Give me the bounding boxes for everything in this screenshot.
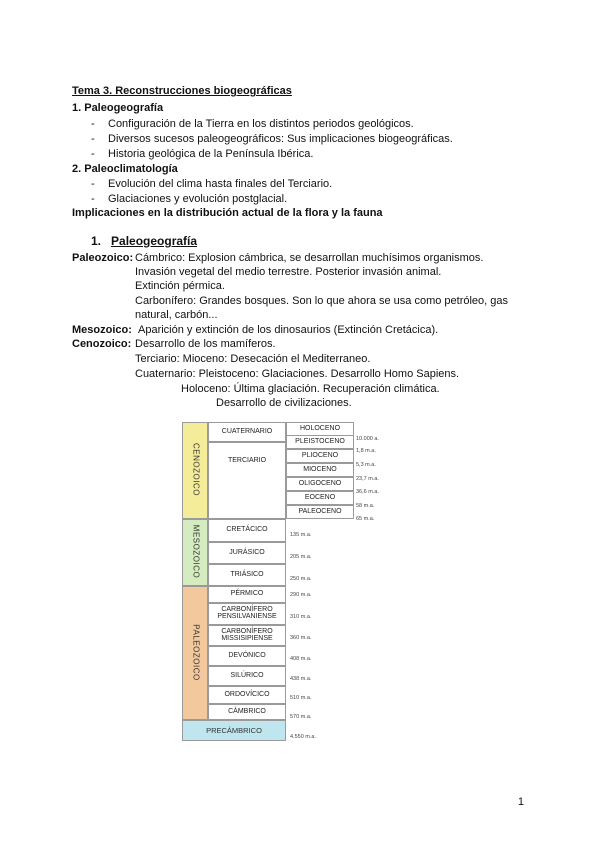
outline-item: Evolución del clima hasta finales del Terciario. [108,178,333,190]
era-label: MESOZOICO [191,524,201,579]
epoch-cell: EOCENO [286,491,354,505]
age-label: 205 m.a. [290,554,312,560]
period-cell: PÉRMICO [208,586,286,603]
age-label: 360 m.a. [290,635,312,641]
period-cell: ORDOVÍCICO [208,686,286,704]
era-label-cenozoico: Cenozoico: [72,338,132,350]
period-cell: SILÚRICO [208,666,286,686]
age-label: 250 m.a. [290,576,312,582]
document-title: Tema 3. Reconstrucciones biogeográficas [72,85,292,97]
age-label: 10.000 a. [356,436,379,442]
era-label: PRECÁMBRICO [206,726,262,735]
epoch-cell: HOLOCENO [286,422,354,436]
era-band-mesozoico [182,519,208,586]
body-line: Terciario: Mioceno: Desecación el Mediterraneo. [135,353,371,365]
body-line: Cámbrico: Explosion cámbrica, se desarrollan muchísimos organismos. [135,252,484,264]
era-band-cenozoico [182,422,208,519]
era-label-paleozoico: Paleozoico: [72,252,134,264]
age-label: 290 m.a. [290,592,312,598]
body-line: Aparición y extinción de los dinosaurios (Extinción Cretácica). [138,324,439,336]
dash: - [91,193,95,205]
period-cell: CARBONÍFERO PENSILVANIENSE [208,603,286,625]
section-number: 1. [91,234,102,248]
age-label: 4.550 m.a. [290,734,316,740]
age-label: 58 m.a. [356,503,375,509]
period-cell: JURÁSICO [208,542,286,564]
epoch-cell: PLEISTOCENO [286,435,354,449]
body-line: Invasión vegetal del medio terrestre. Posterior invasión animal. [135,266,442,278]
era-label: CENOZOICO [191,443,201,496]
outline-item: Configuración de la Tierra en los distintos periodos geológicos. [108,118,414,130]
section-title: Paleogeografía [111,234,198,248]
dash: - [91,148,95,160]
age-label: 570 m.a. [290,714,312,720]
age-label: 408 m.a. [290,656,312,662]
age-label: 36,6 m.a. [356,489,379,495]
body-line: Holoceno: Última glaciación. Recuperación climática. [181,383,440,395]
body-line: Carbonífero: Grandes bosques. Son lo que ahora se usa como petróleo, gas [135,295,509,307]
dash: - [91,178,95,190]
body-line: Desarrollo de los mamíferos. [135,338,276,350]
dash: - [91,118,95,130]
age-label: 1,8 m.a. [356,448,376,454]
period-cell: CÁMBRICO [208,704,286,720]
epoch-cell: PALEOCENO [286,505,354,519]
epoch-cell: MIOCENO [286,463,354,477]
epoch-cell: PLIOCENO [286,449,354,463]
body-line: Extinción pérmica. [135,280,225,292]
era-band-paleozoico [182,586,208,720]
age-label: 510 m.a. [290,695,312,701]
period-cell-cuaternario [208,422,286,442]
page-number: 1 [517,796,524,808]
era-label: PALEOZOICO [191,624,201,681]
body-line: Desarrollo de civilizaciones. [216,397,352,409]
period-cell: CARBONÍFERO MISSISIPIENSE [208,625,286,646]
outline-heading-3: Implicaciones en la distribución actual de la flora y la fauna [72,207,383,219]
age-label: 23,7 m.a. [356,476,379,482]
period-cell: TRIÁSICO [208,564,286,586]
outline-item: Historia geológica de la Península Ibérica. [108,148,314,160]
outline-item: Glaciaciones y evolución postglacial. [108,193,288,205]
outline-item: Diversos sucesos paleogeográficos: Sus implicaciones biogeográficas. [108,133,453,145]
age-label: 5,3 m.a. [356,462,376,468]
era-label-mesozoico: Mesozoico: [72,324,132,336]
outline-heading-2: 2. Paleoclimatología [72,163,178,175]
age-label: 310 m.a. [290,614,312,620]
outline-heading-1: 1. Paleogeografía [72,102,164,114]
section-heading [91,234,197,248]
body-line: natural, carbón... [135,309,218,321]
period-label: TERCIARIO [227,457,267,464]
age-label: 135 m.a. [290,532,312,538]
period-cell: DEVÓNICO [208,646,286,666]
body-line: Cuaternario: Pleistoceno: Glaciaciones. Desarrollo Homo Sapiens. [135,368,460,380]
epoch-cell: OLIGOCENO [286,477,354,491]
age-label: 438 m.a. [290,676,312,682]
dash: - [91,133,95,145]
period-label: CUATERNARIO [221,428,273,435]
age-label: 65 m.a. [356,516,375,522]
period-cell-terciario [208,442,286,519]
era-band-precambrico [182,720,286,741]
period-cell: CRETÁCICO [208,519,286,542]
